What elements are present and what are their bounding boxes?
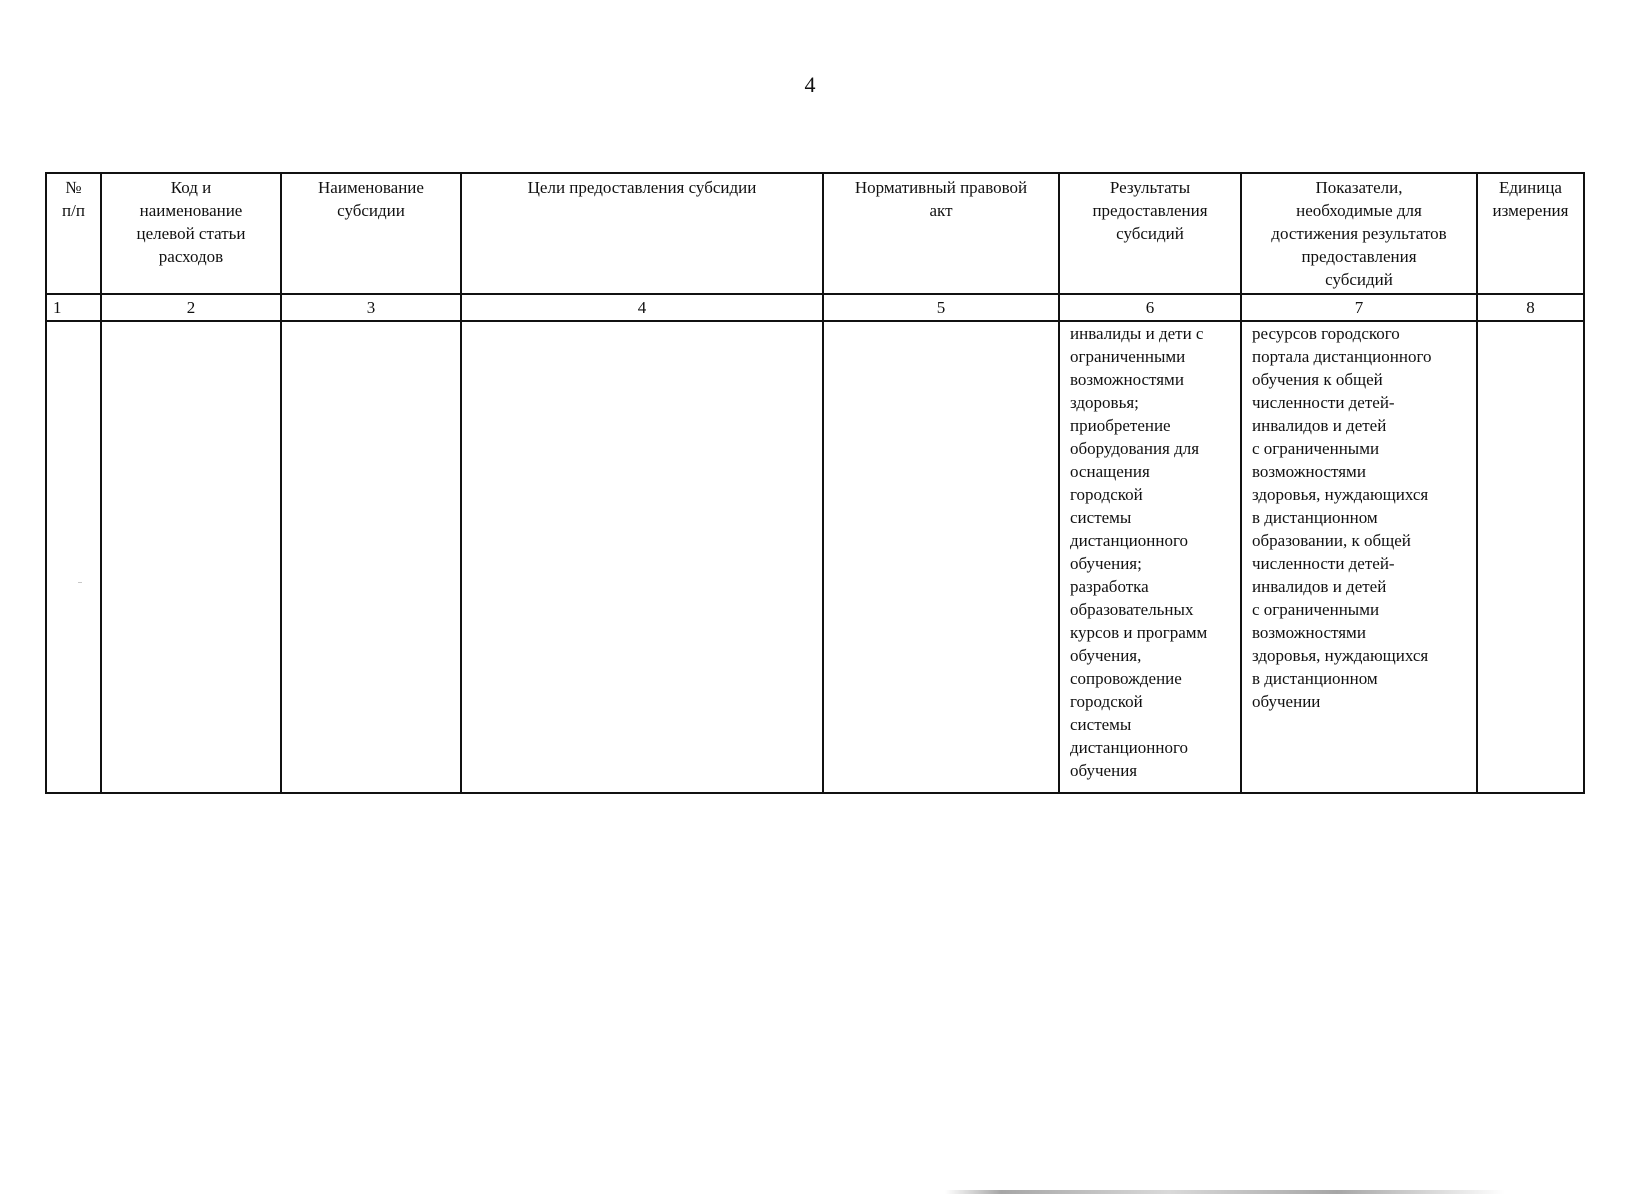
table-row: [46, 321, 1584, 793]
column-number: 1: [46, 294, 101, 321]
header-results: Результаты предоставления субсидий: [1059, 173, 1241, 294]
cell-subsidy-goals: [461, 321, 823, 793]
scan-edge-artifact: [945, 1190, 1505, 1194]
table-header-row: [46, 173, 1584, 294]
cell-number: [46, 321, 101, 793]
column-number: 8: [1477, 294, 1584, 321]
header-unit: Единица измерения: [1477, 173, 1584, 294]
column-number: 5: [823, 294, 1059, 321]
column-number-row: [46, 294, 1584, 321]
column-number: 2: [101, 294, 281, 321]
header-subsidy-name: Наименование субсидии: [281, 173, 461, 294]
header-code-and-name: Код и наименование целевой статьи расходов: [101, 173, 281, 294]
subsidy-table: [45, 172, 1585, 794]
page-number: 4: [804, 72, 816, 97]
header-legal-act: Нормативный правовой акт: [823, 173, 1059, 294]
column-number: 7: [1241, 294, 1477, 321]
cell-subsidy-name: [281, 321, 461, 793]
header-subsidy-goals: Цели предоставления субсидии: [461, 173, 823, 294]
cell-indicators: ресурсов городского портала дистанционного обучения к общей численности детей- инвалидов и детей с ограниченными возможностями здоровья, нуждающихся в дистанционном образовании, к общей численности детей- инвалидов и детей с ограниченными возможностями здоровья, нуждающихся в дистанционном обучении: [1241, 321, 1477, 793]
header-indicators: Показатели, необходимые для достижения результатов предоставления субсидий: [1241, 173, 1477, 294]
cell-unit: [1477, 321, 1584, 793]
column-number: 4: [461, 294, 823, 321]
cell-code-and-name: [101, 321, 281, 793]
column-number: 6: [1059, 294, 1241, 321]
scan-speck: [78, 582, 82, 583]
cell-legal-act: [823, 321, 1059, 793]
header-number: № п/п: [46, 173, 101, 294]
column-number: 3: [281, 294, 461, 321]
cell-results: инвалиды и дети с ограниченными возможностями здоровья; приобретение оборудования для оснащения городской системы дистанционного обучения; разработка образовательных курсов и программ обучения, сопровождение городской системы дистанционного обучения: [1059, 321, 1241, 793]
